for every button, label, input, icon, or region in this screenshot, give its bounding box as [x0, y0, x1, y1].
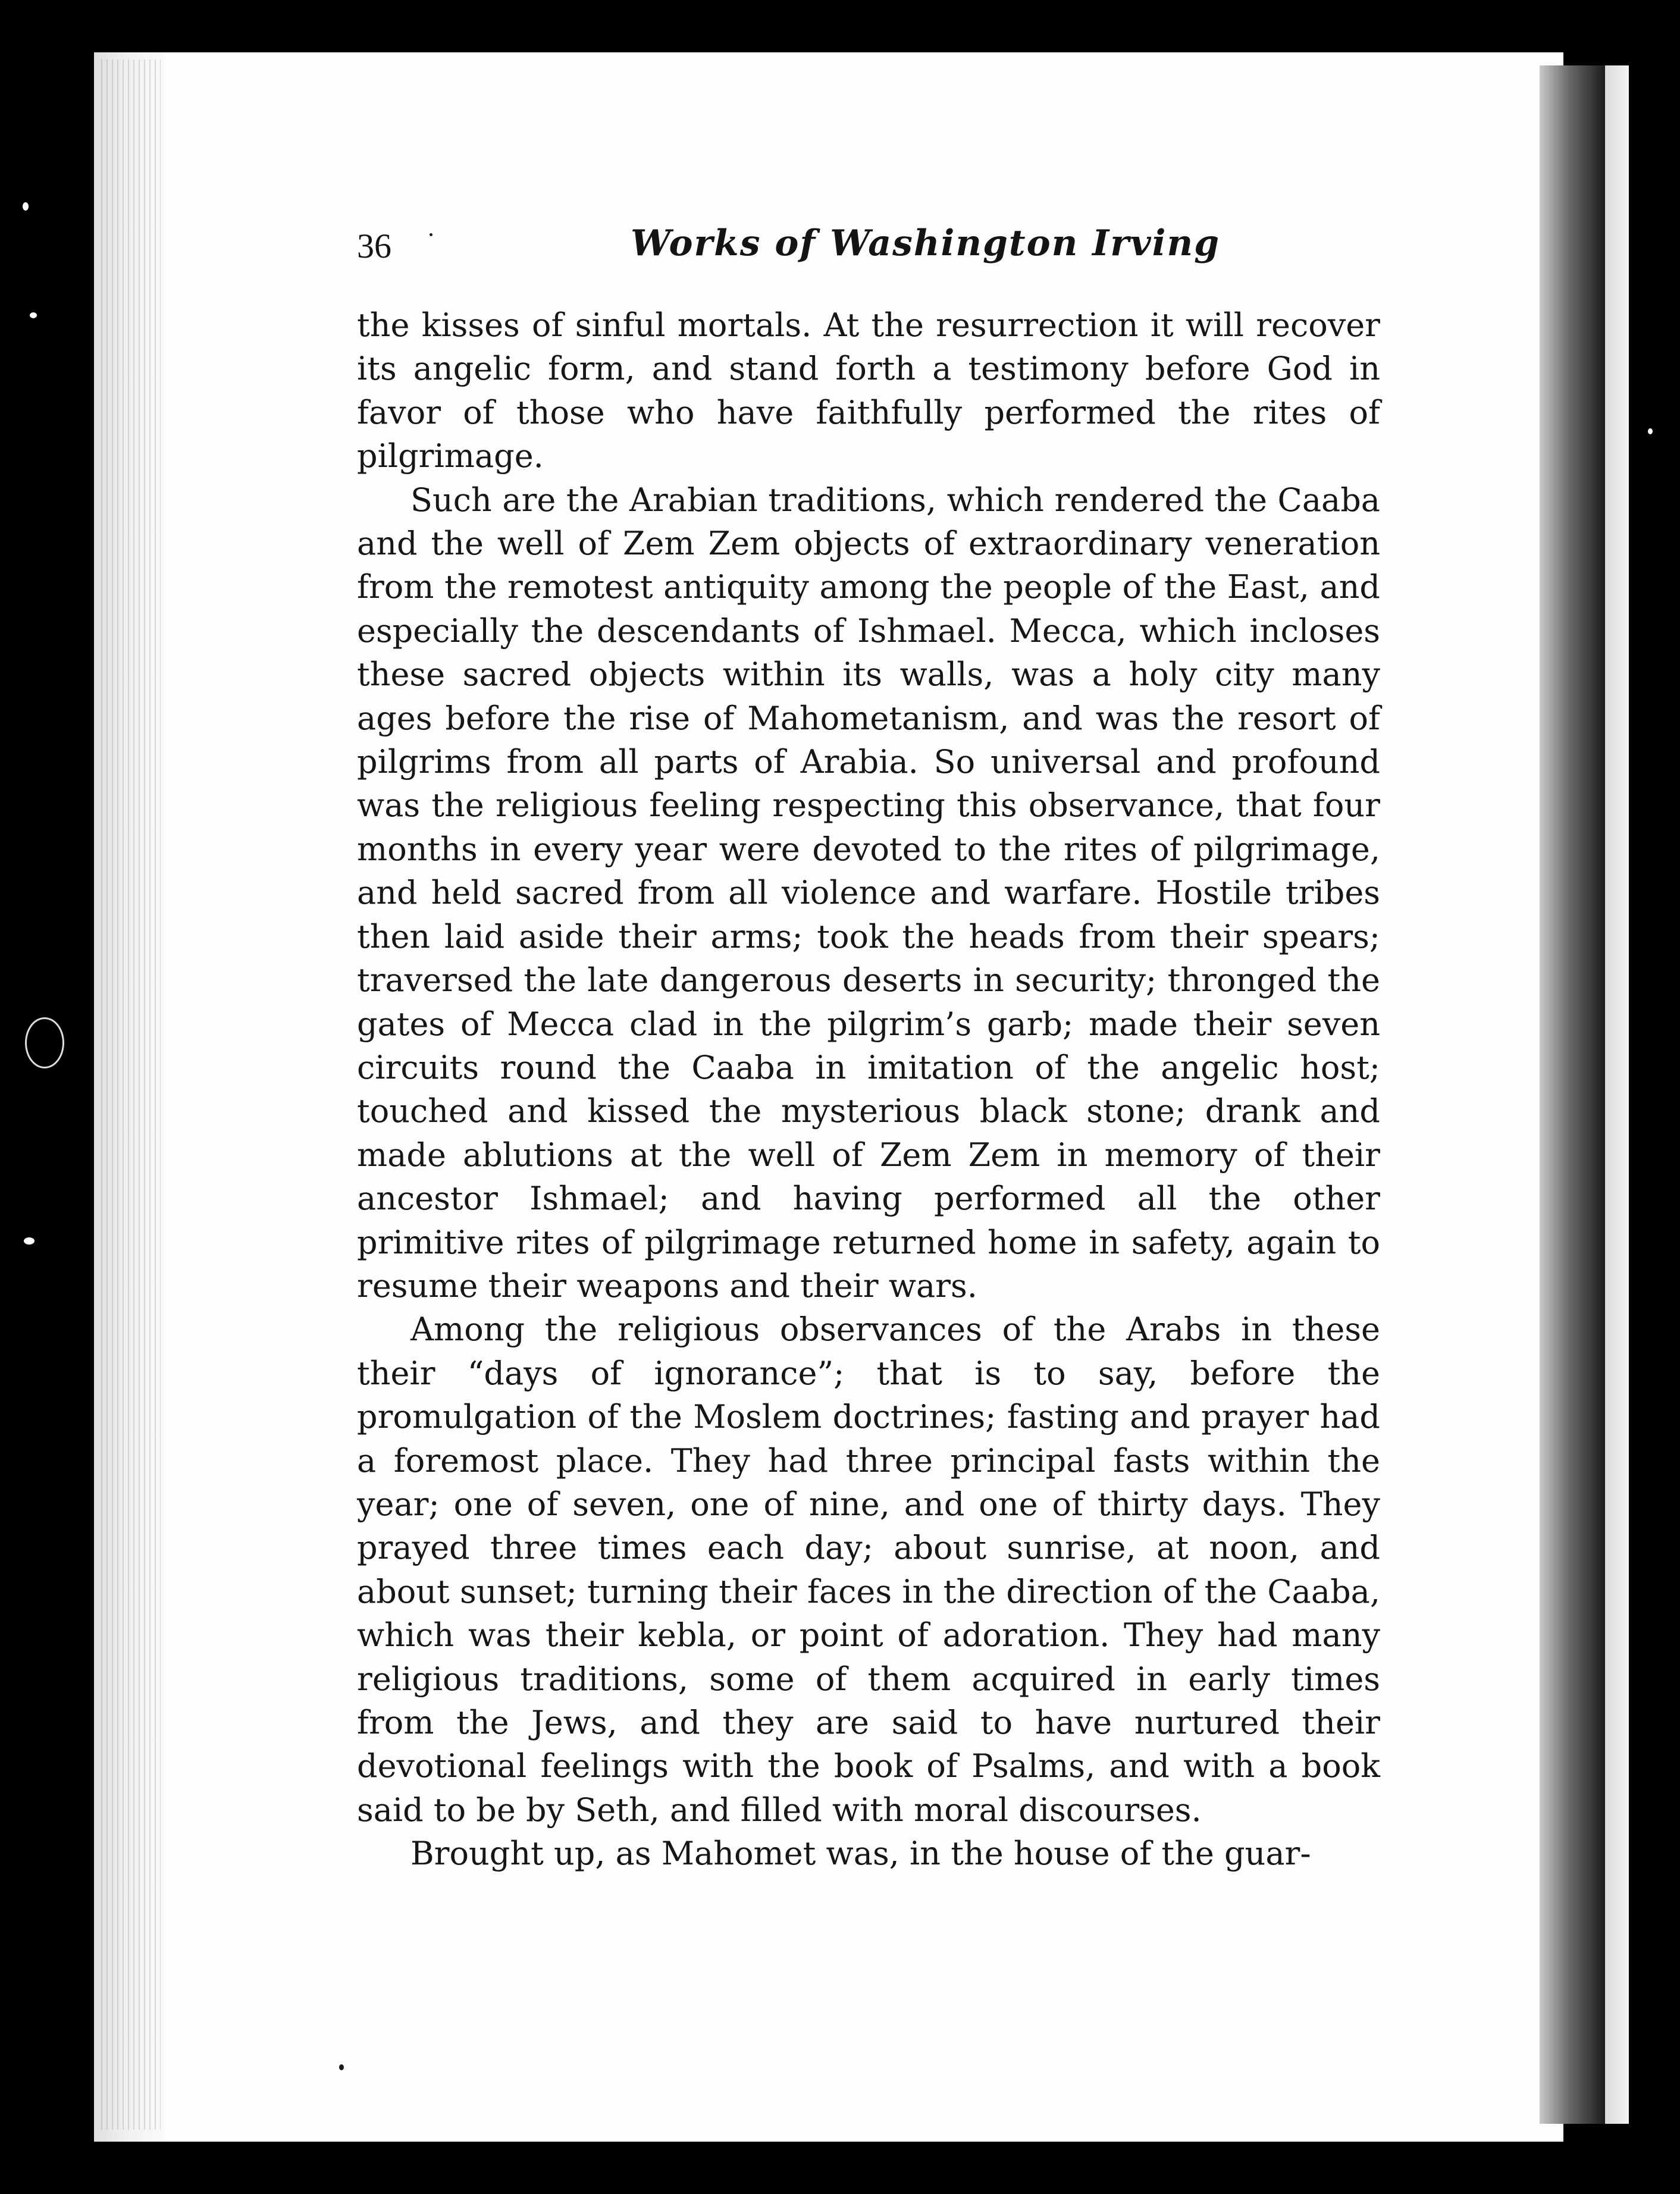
ink-mark — [339, 2064, 344, 2070]
body-text — [357, 303, 1380, 1876]
paragraph: Such are the Arabian traditions, which rendered the Caaba and the well of Zem Zem objects of extraordinary veneration from the remotest antiquity among the people of the East, and especially the descendants of Ishmael. Mecca, which incloses these sacred objects within its walls, was a holy city many ages before the rise of Mahometanism, and was the resort of pilgrims from all parts of Arabia. So universal and profound was the religious feeling respecting this observance, that four months in every year were devoted to the rites of pilgrimage, and held sacred from all violence and warfare. Hostile tribes then laid aside their arms; took the heads from their spears; traversed the late dangerous deserts in security; thronged the gates of Mecca clad in the pilgrim’s garb; made their seven circuits round the Caaba in imitation of the angelic host; touched and kissed the mysterious black stone; drank and made ablutions at the well of Zem Zem in memory of their ancestor Ishmael; and having performed all the other primitive rites of pilgrimage returned home in safety, again to resume their weapons and their wars. — [357, 481, 1380, 1305]
paragraph: Among the religious observances of the Arabs in these their “days of ignorance”; that is to say, before the promulgation of the Moslem doctrines; fasting and prayer had a foremost place. They had three principal fasts within the year; one of seven, one of nine, and one of thirty days. They prayed three times each day; about sunrise, at noon, and about sunset; turning their faces in the direction of the Caaba, which was their kebla, or point of adoration. They had many religious traditions, some of them acquired in early times from the Jews, and they are said to have nurtured their devotional feelings with the book of Psalms, and with a book said to be by Seth, and filled with moral discourses. — [357, 1311, 1380, 1829]
paragraph: Brought up, as Mahomet was, in the house of the guar- — [410, 1835, 1311, 1873]
binding-edge-lines — [101, 59, 161, 2130]
page-header — [357, 222, 1368, 280]
speck — [1648, 428, 1653, 434]
speck — [30, 312, 37, 318]
speck — [24, 1237, 35, 1245]
paragraph: the kisses of sinful mortals. At the resurrection it will recover its angelic form, and stand forth a testimony before God in favor of those who have faithfully performed the rites of pilgrimage. — [357, 306, 1380, 475]
speck — [23, 202, 29, 211]
page-number: 36 — [357, 227, 391, 265]
page-edge-shadow — [1540, 65, 1605, 2124]
speck — [25, 1017, 64, 1068]
running-title: Works of Washington Irving — [631, 222, 1221, 264]
page-edge-highlight — [1605, 65, 1629, 2124]
